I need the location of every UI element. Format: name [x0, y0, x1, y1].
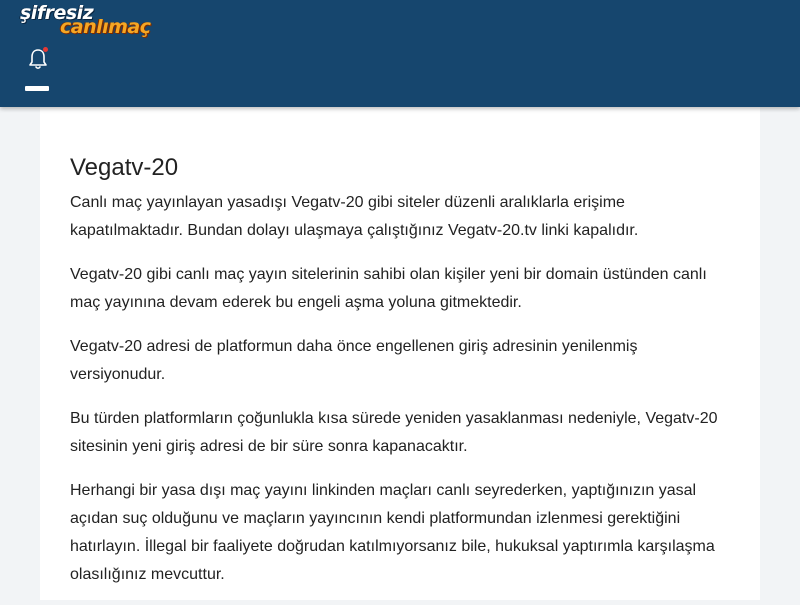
article-paragraph: Vegatv-20 adresi de platformun daha önce engellenen giriş adresinin yenilenmiş versiyonudur.: [70, 338, 638, 383]
article-paragraph: Bu türden platformların çoğunlukla kısa sürede yeniden yasaklanması nedeniyle, Vegatv-20 sitesinin yeni giriş adresi de bir süre sonra kapanacaktır.: [70, 410, 718, 455]
logo-bottom-text: canlımaç: [60, 16, 151, 38]
menu-icon[interactable]: [25, 86, 49, 91]
article-paragraph: Herhangi bir yasa dışı maç yayını linkinden maçları canlı seyrederken, yaptığınızın yasal açıdan suç olduğunu ve maçların yayıncının kendi platformundan izlenmesi gerektiğini hatırlayın. İllegal bir faaliyete doğrudan katılmıyorsanız bile, hukuksal yaptırımla karşılaşma olasılığınız mevcuttur.: [70, 482, 715, 583]
article-paragraph: Vegatv-20 gibi canlı maç yayın sitelerinin sahibi olan kişiler yeni bir domain üstünden canlı maç yayınına devam ederek bu engeli aşma yoluna gitmektedir.: [70, 266, 707, 311]
article-paragraph: Canlı maç yayınlayan yasadışı Vegatv-20 gibi siteler düzenli aralıklarla erişime kapatılmaktadır. Bundan dolayı ulaşmaya çalıştığınız Vegatv-20.tv linki kapalıdır.: [70, 194, 639, 239]
site-header: [0, 0, 800, 107]
article-card: [40, 107, 760, 600]
notification-dot: [43, 47, 48, 52]
site-logo[interactable]: [20, 2, 166, 40]
article-body: [70, 189, 730, 605]
logo-top-text: şifresiz: [20, 2, 94, 24]
article-title: Vegatv-20: [70, 154, 179, 181]
